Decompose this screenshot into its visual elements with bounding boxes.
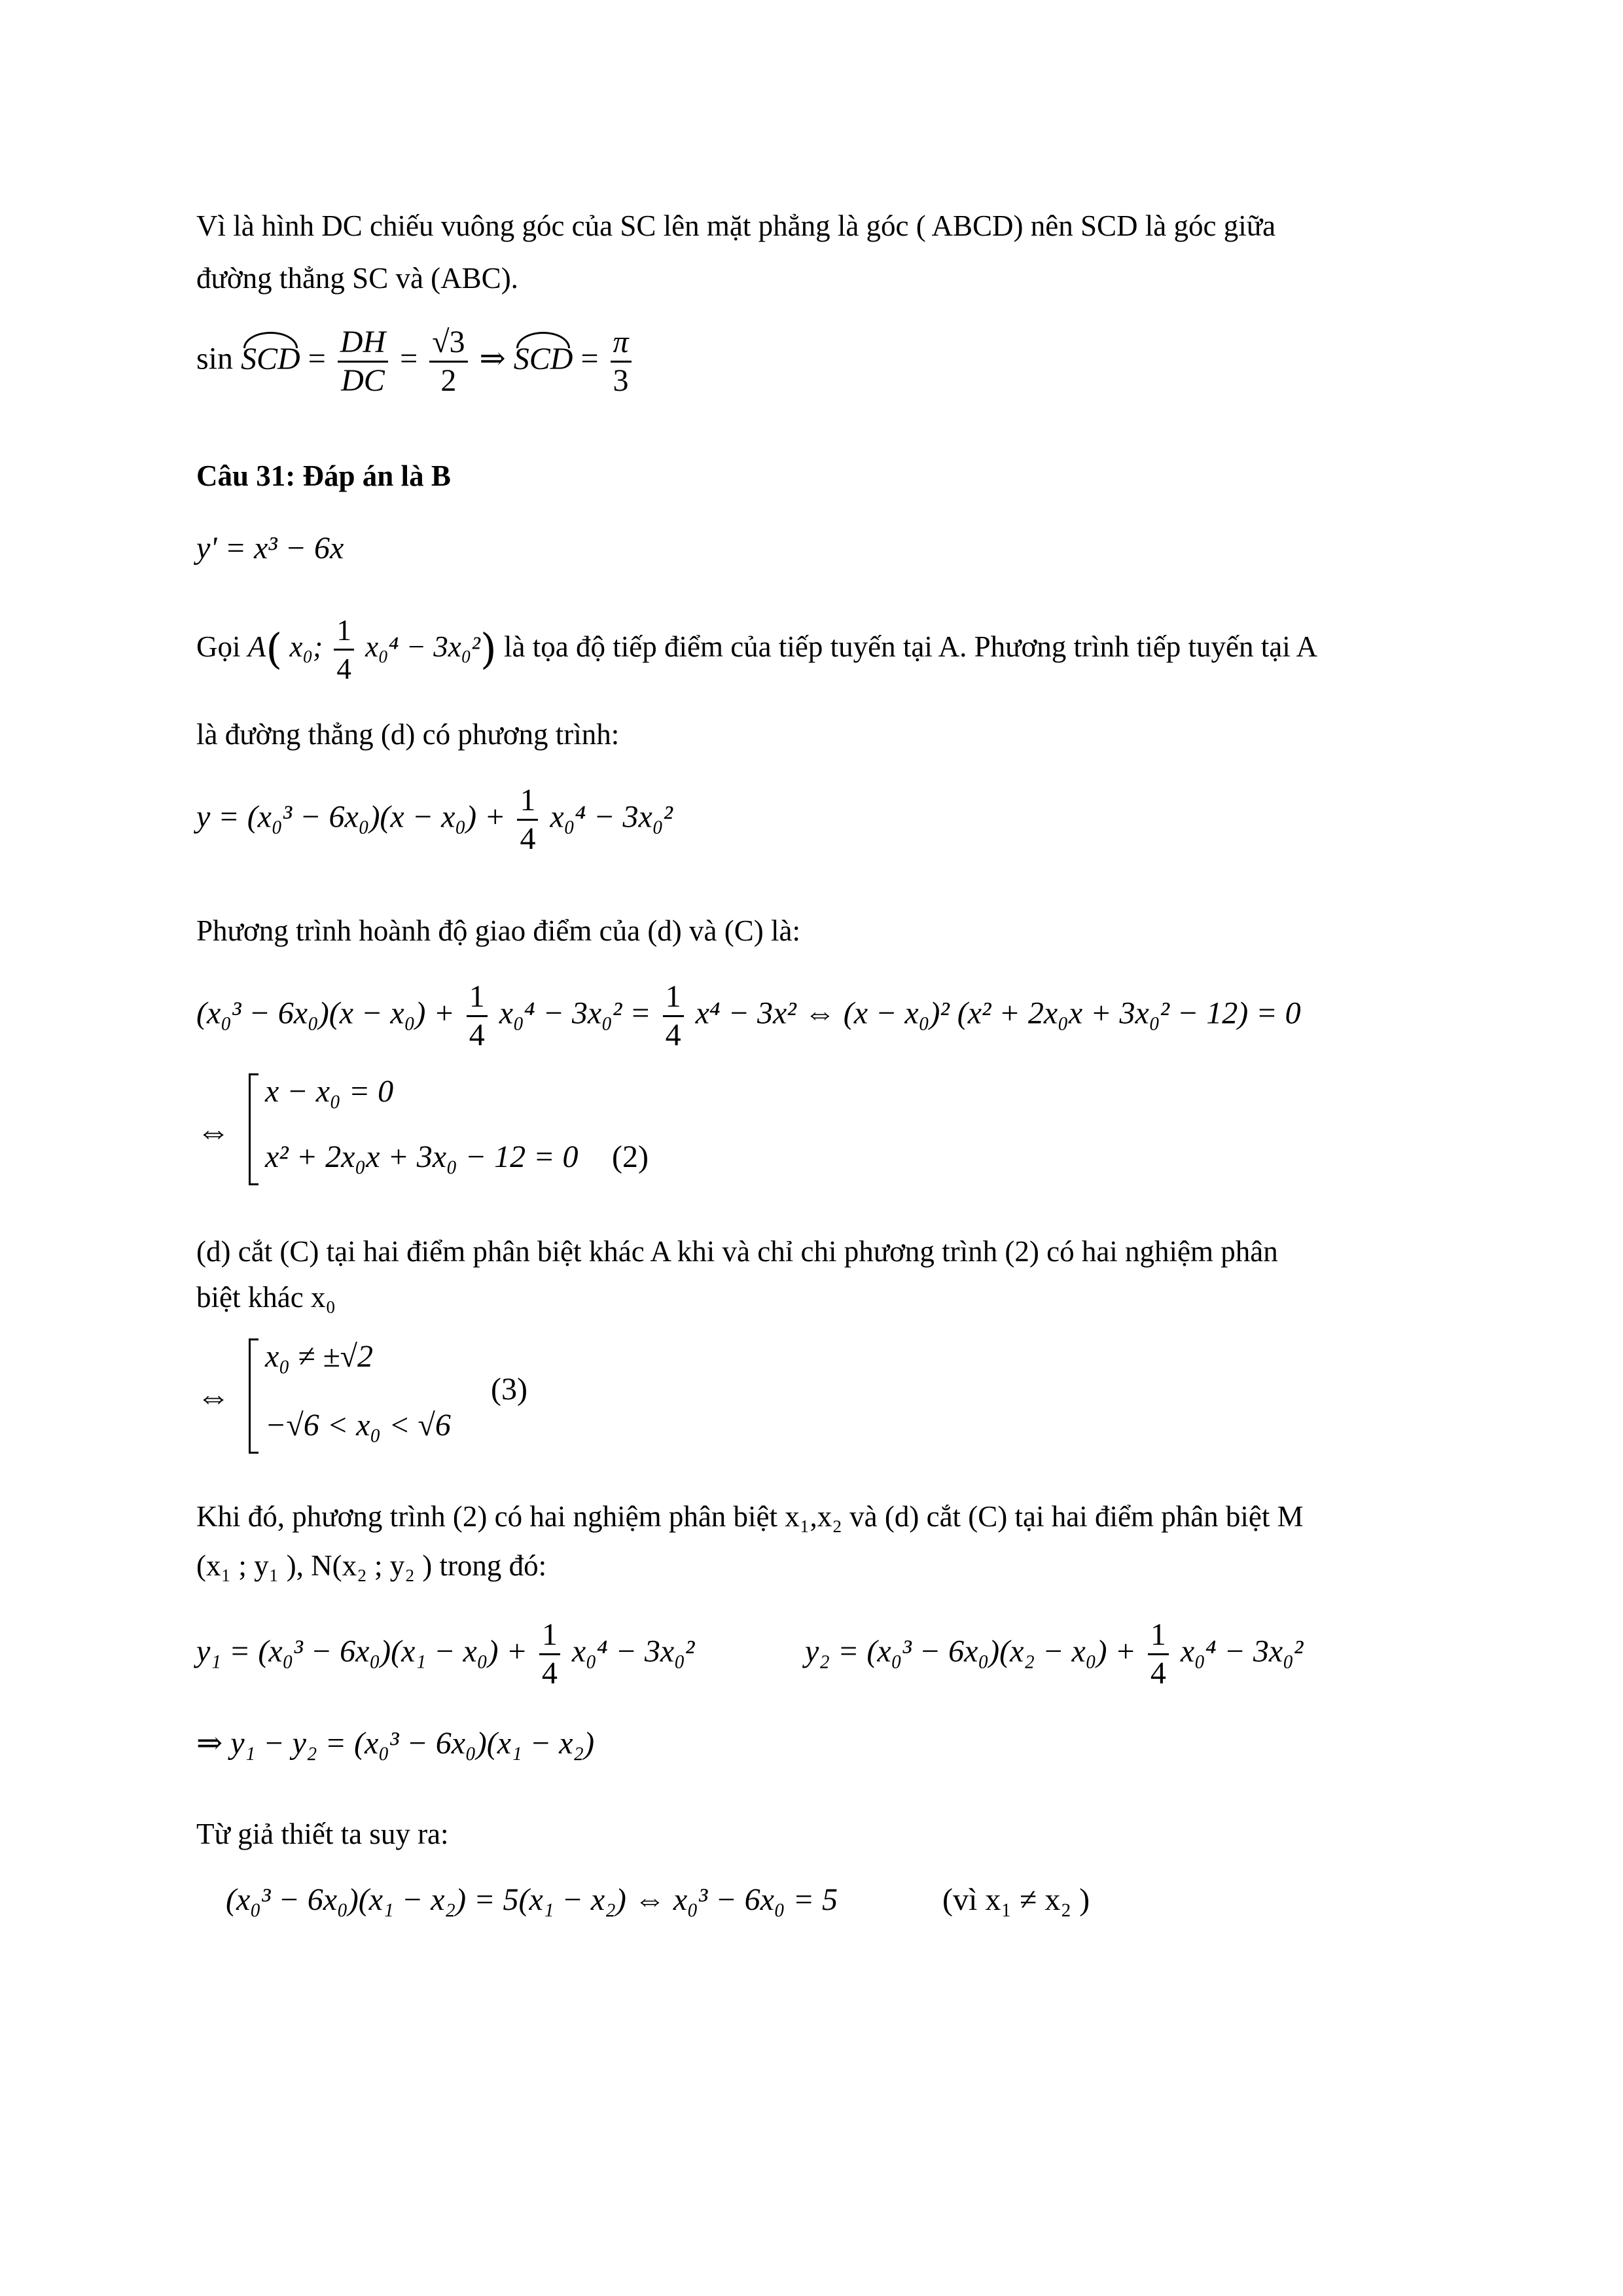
fraction-numerator: 1 <box>663 978 684 1017</box>
equation-y2 <box>805 1617 1303 1692</box>
equation-sin: sin SCD = $\frac{DH}{DC}$ = $\frac{√3}{2}$ ⇒ SCD = $\frac{\pi}{3}$ <box>196 324 635 399</box>
system-bracket <box>249 1338 259 1454</box>
expr: x₀⁴ − 3x₀² <box>1180 1634 1304 1669</box>
system-arrow: ⇔ <box>196 1113 230 1151</box>
fraction <box>611 324 632 399</box>
paragraph-line: Vì là hình DC chiếu vuông góc của SC lên mặt phẳng là góc ( ABCD) nên SCD là góc giữa <box>196 209 1276 242</box>
fraction-denominator: 4 <box>1150 1656 1166 1691</box>
fraction <box>663 978 684 1054</box>
system-row: x − x₀ = 0 <box>265 1074 394 1109</box>
fraction-denominator: 3 <box>613 363 629 398</box>
expr: y₁ = (x₀³ − 6x₀)(x₁ − x₀) + <box>196 1634 527 1669</box>
equation-note: (vì x₁ ≠ x₂ ) <box>942 1882 1090 1917</box>
paragraph-goi: Gọi A( x₀; $\frac{1}{4}$ x₀⁴ − 3x₀²) là tọa độ tiếp điểm của tiếp tuyến tại A. Phương trình tiếp tuyến tại A <box>196 612 1317 687</box>
text: Gọi <box>196 630 241 663</box>
system-bracket <box>249 1073 259 1185</box>
angle-scd: SCD <box>241 341 300 376</box>
fraction-numerator: 1 <box>517 782 538 821</box>
paragraph-line: Khi đó, phương trình (2) có hai nghiệm phân biệt x₁,x₂ và (d) cắt (C) tại hai điểm phân biệt M <box>196 1500 1304 1533</box>
expr: x₀⁴ − 3x₀² <box>571 1634 695 1669</box>
text: là tọa độ tiếp điểm của tiếp tuyến tại A. Phương trình tiếp tuyến tại A <box>504 630 1317 663</box>
paragraph-line: Từ giả thiết ta suy ra: <box>196 1818 449 1850</box>
fraction <box>467 978 488 1054</box>
paragraph-line: (x₁ ; y₁ ), N(x₂ ; y₂ ) trong đó: <box>196 1549 547 1582</box>
equation-difference: ⇒ y₁ − y₂ = (x₀³ − 6x₀)(x₁ − x₂) <box>196 1726 595 1761</box>
question-heading: Câu 31: Đáp án là B <box>196 459 451 492</box>
fraction-numerator: π <box>611 324 632 363</box>
equation-tangent <box>196 782 673 857</box>
fraction <box>338 324 388 399</box>
fraction <box>429 324 467 399</box>
fraction-numerator: 1 <box>1148 1617 1169 1655</box>
fraction-denominator: 4 <box>520 821 536 856</box>
paragraph-line: là đường thẳng (d) có phương trình: <box>196 718 620 751</box>
equation-derivative: y' = x³ − 6x <box>196 531 344 565</box>
system-row: x₀ ≠ ±√2 <box>265 1339 374 1374</box>
system-arrow: ⇔ <box>196 1378 230 1416</box>
fraction <box>1148 1617 1169 1692</box>
fraction <box>334 612 354 687</box>
equation-final: (x₀³ − 6x₀)(x₁ − x₂) = 5(x₁ − x₂) ⇔ x₀³ − 6x₀ = 5 <box>226 1882 838 1917</box>
equation-intersection <box>196 978 1301 1054</box>
fraction-denominator: 2 <box>440 363 457 398</box>
coord: x₀; <box>289 630 323 663</box>
expr: (x₀³ − 6x₀)(x − x₀) + <box>196 996 455 1031</box>
equation-label: (3) <box>491 1372 527 1407</box>
paragraph-line: biệt khác x₀ <box>196 1281 336 1314</box>
fraction-numerator: √3 <box>429 324 467 363</box>
coord: x₀⁴ − 3x₀² <box>365 630 480 663</box>
system-row: −√6 < x₀ < √6 <box>265 1408 451 1443</box>
expr: x₀⁴ − 3x₀² <box>550 799 673 834</box>
equation-label: (2) <box>612 1139 649 1174</box>
fraction-denominator: 4 <box>336 653 351 685</box>
fraction-numerator: 1 <box>334 612 354 651</box>
expr: x₀⁴ − 3x₀² = <box>499 996 651 1031</box>
fraction-denominator: 4 <box>469 1018 485 1052</box>
fraction <box>517 782 538 857</box>
fraction-denominator: 4 <box>541 1656 558 1691</box>
fraction-numerator: DH <box>338 324 388 363</box>
system-row: x² + 2x₀x + 3x₀ − 12 = 0 <box>265 1139 579 1174</box>
fraction-numerator: 1 <box>539 1617 560 1655</box>
fraction-numerator: 1 <box>467 978 488 1017</box>
sin-label: sin <box>196 341 234 376</box>
paragraph-line: đường thẳng SC và (ABC). <box>196 262 518 295</box>
expr: y = (x₀³ − 6x₀)(x − x₀) + <box>196 799 506 834</box>
expr: y₂ = (x₀³ − 6x₀)(x₂ − x₀) + <box>805 1634 1136 1669</box>
fraction-denominator: DC <box>341 363 385 398</box>
point-label: A <box>247 630 266 663</box>
fraction-denominator: 4 <box>665 1018 681 1052</box>
paragraph-line: (d) cắt (C) tại hai điểm phân biệt khác A khi và chỉ chi phương trình (2) có hai nghiệm phân <box>196 1235 1278 1268</box>
paragraph-line: Phương trình hoành độ giao điểm của (d) và (C) là: <box>196 914 800 947</box>
equation-y1 <box>196 1617 694 1692</box>
angle-scd: SCD <box>513 341 573 376</box>
fraction <box>539 1617 560 1692</box>
expr: x⁴ − 3x² ⇔ (x − x₀)² (x² + 2x₀x + 3x₀² − 12) = 0 <box>695 996 1301 1031</box>
